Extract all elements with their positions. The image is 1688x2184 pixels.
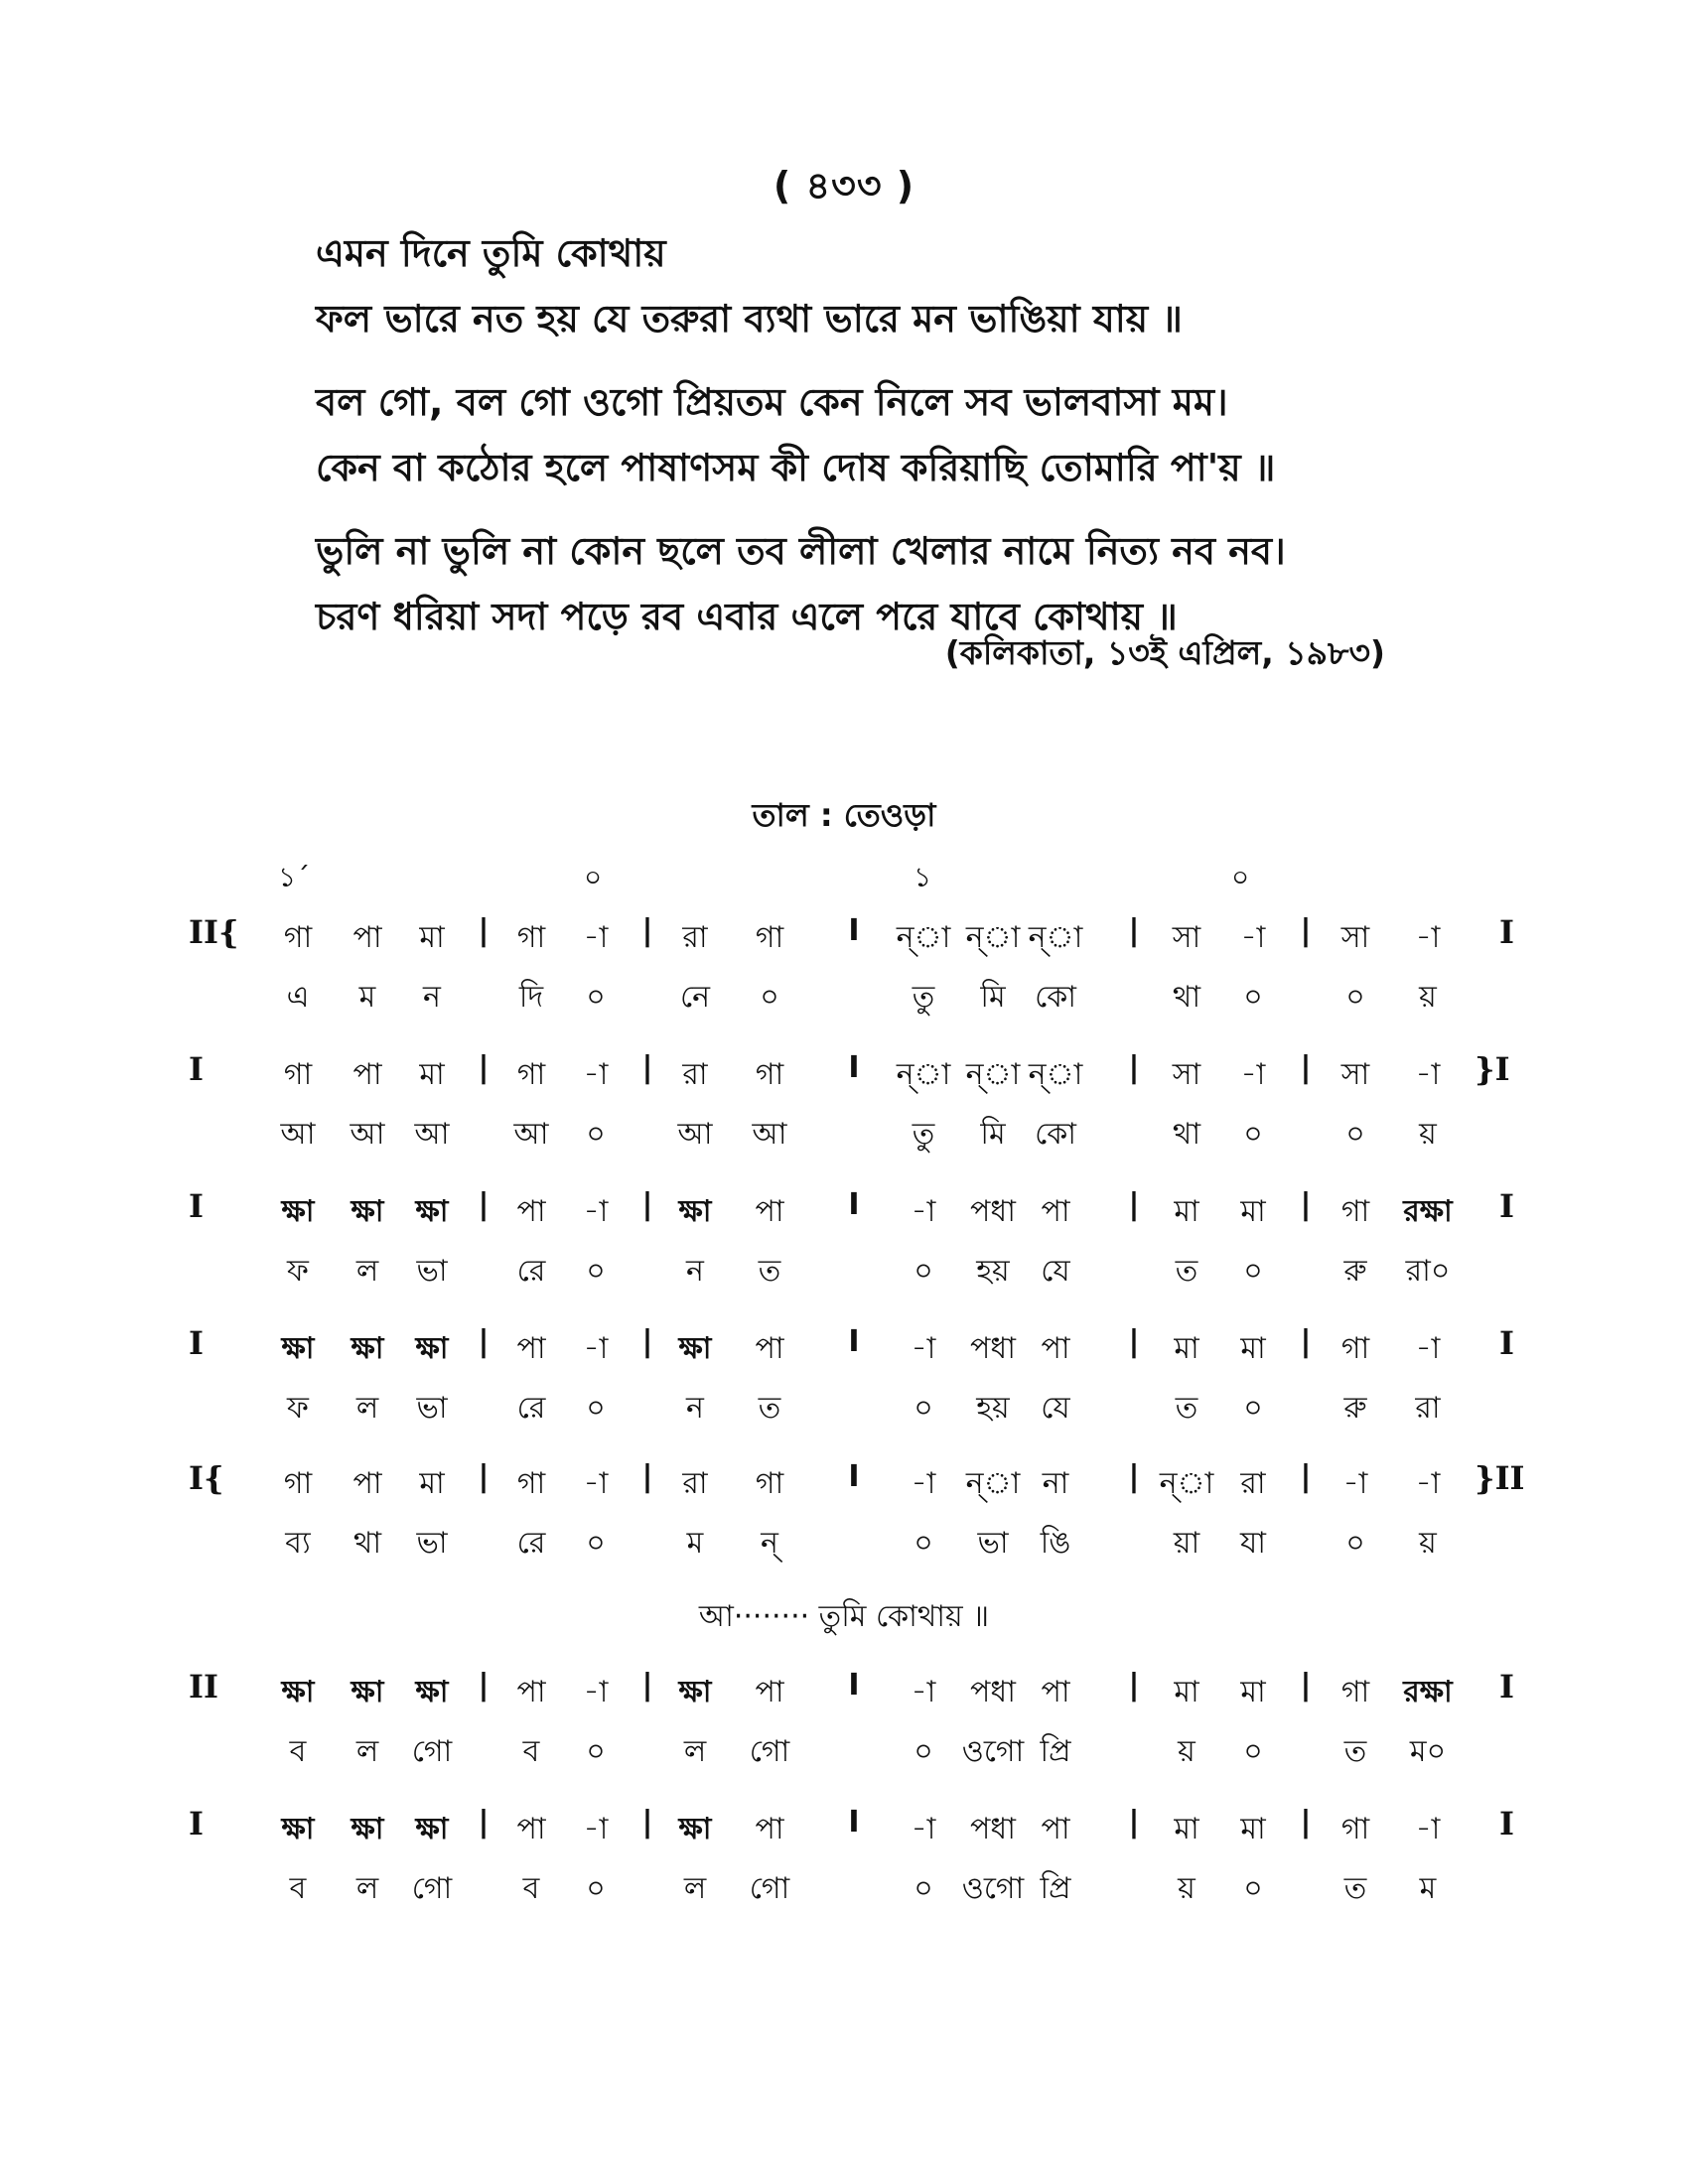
swara-note: ন্া [1028,1057,1083,1092]
lyric-syllable: ০ [586,1526,606,1561]
lyric-syllable: রে [516,1254,546,1289]
bar-line-start: I [189,1805,204,1843]
lyric-syllable: ০ [914,1254,933,1289]
bar-line-end: I [1499,1187,1514,1225]
lyric-syllable: ০ [914,1871,933,1906]
swara-note: গা [1340,1331,1370,1366]
lyric-syllable-row [0,973,1688,1017]
swara-note: -া [1342,1466,1368,1501]
lyric-syllable: ০ [1243,1117,1263,1152]
swara-note: -া [911,1331,936,1366]
swara-note: পা [516,1812,546,1846]
bar-divider: | [1128,1805,1140,1840]
stanza-antara [316,369,1458,500]
swara-note: ক্ষা [678,1675,712,1709]
lyric-syllable: প্রি [1040,1871,1071,1906]
swara-note: পা [755,1194,784,1229]
bar-divider: | [1300,1187,1312,1222]
lyric-syllable: থা [352,1526,382,1561]
lyric-syllable: ব [522,1871,540,1906]
bar-line-end: I [1499,1668,1514,1706]
swara-note: পধা [970,1812,1016,1846]
lyric-syllable: দি [518,980,544,1015]
bar-divider: I [848,1324,860,1359]
lyric-syllable: ত [1175,1254,1198,1289]
lyric-syllable: গো [411,1871,453,1906]
tala-marker-sam: ১´ [278,861,311,893]
swara-note: ক্ষা [678,1194,712,1229]
swara-note: ন্া [1159,1466,1214,1501]
swara-note: ন্া [896,1057,951,1092]
lyric-syllable: ল [355,1254,379,1289]
swara-note: গা [755,1057,784,1092]
swara-note: -া [1415,1466,1441,1501]
lyric-syllable: ০ [1345,980,1365,1015]
stanza-sthayi [316,220,1458,351]
swara-note: রক্ষা [1403,1194,1453,1229]
swara-note: ক্ষা [415,1331,449,1366]
lyric-syllable: রে [516,1391,546,1426]
bar-divider: | [478,913,490,948]
lyric-syllable: ন [423,980,441,1015]
swara-note: গা [516,1057,546,1092]
song-lyrics [316,220,1458,667]
swara-note: মা [419,1466,445,1501]
swara-note: গা [755,920,784,955]
swara-note: পা [516,1331,546,1366]
swara-note: মা [1174,1331,1199,1366]
swara-note: ক্ষা [678,1812,712,1846]
swara-note: -া [911,1812,936,1846]
lyric-syllable: ওগো [961,1734,1025,1769]
swara-note: -া [911,1466,936,1501]
swara-note: মা [1174,1675,1199,1709]
bar-divider: | [1300,1805,1312,1840]
tala-marker-khali: ০ [584,861,603,893]
swara-note: -া [1415,1057,1441,1092]
lyric-syllable: ০ [1243,1391,1263,1426]
lyric-syllable: রু [1343,1254,1367,1289]
lyric-syllable: ল [355,1871,379,1906]
bar-divider: | [1128,1187,1140,1222]
lyric-syllable: আ [414,1117,450,1152]
swara-note: পা [1041,1331,1070,1366]
lyric-syllable: ম [1419,1871,1437,1906]
swara-note: -া [583,1466,609,1501]
swara-note: মা [1240,1194,1266,1229]
lyric-syllable: ত [1343,1734,1367,1769]
lyric-syllable: ওগো [961,1871,1025,1906]
lyric-syllable: ম [686,1526,704,1561]
swara-note: পা [352,1057,382,1092]
lyric-syllable: ম০ [1409,1734,1447,1769]
lyric-syllable: ০ [1345,1526,1365,1561]
lyric-syllable: আ [677,1117,713,1152]
lyric-syllable: গো [749,1871,790,1906]
lyric-syllable: ০ [914,1391,933,1426]
bar-divider: I [848,1805,860,1840]
bar-divider: I [848,1459,860,1494]
lyric-line: ভুলি না ভুলি না কোন ছলে তব লীলা খেলার নামে নিত্য নব নব। [316,529,1286,573]
lyric-syllable: ভা [416,1254,448,1289]
swara-note: পা [755,1812,784,1846]
swara-note: পা [516,1675,546,1709]
swara-note: ক্ষা [281,1194,315,1229]
swara-note: সা [1340,920,1370,955]
lyric-line: কেন বা কঠোর হলে পাষাণসম কী দোষ করিয়াছি তোমারি পা'য় ॥ [316,446,1276,489]
lyric-syllable: য় [1419,1117,1437,1152]
lyric-syllable-row [0,1727,1688,1771]
lyric-syllable: ০ [914,1526,933,1561]
lyric-syllable: ভা [416,1391,448,1426]
bar-divider: | [1300,913,1312,948]
lyric-syllable: ০ [1243,1254,1263,1289]
swara-note: -া [583,1057,609,1092]
lyric-syllable: ০ [1243,980,1263,1015]
bar-divider: | [1128,1050,1140,1085]
bar-line-start: II [189,1668,218,1706]
lyric-line: ফল ভারে নত হয় যে তরুরা ব্যথা ভারে মন ভাঙিয়া যায় ॥ [316,297,1183,341]
swara-note: পা [1041,1675,1070,1709]
swara-note: -া [583,1812,609,1846]
bar-divider: | [1128,1668,1140,1703]
swara-note: ন্া [896,920,951,955]
lyric-syllable: ০ [760,980,779,1015]
swara-note: মা [1174,1812,1199,1846]
lyric-syllable: য়া [1173,1526,1200,1561]
lyric-syllable: কো [1035,1117,1076,1152]
swara-note: গা [1340,1194,1370,1229]
lyric-syllable: গো [749,1734,790,1769]
lyric-syllable: য় [1178,1734,1196,1769]
lyric-syllable: ত [1175,1391,1198,1426]
swara-note: ক্ষা [281,1331,315,1366]
swara-note: গা [283,920,313,955]
lyric-syllable: থা [1172,980,1201,1015]
swara-note: ক্ষা [351,1194,384,1229]
swara-note: ক্ষা [281,1675,315,1709]
notation-row [0,913,1688,957]
bar-line-start: I [189,1324,204,1362]
swara-note: -া [583,1194,609,1229]
lyric-syllable: যা [1240,1526,1266,1561]
swara-note: পা [755,1331,784,1366]
page-number: ( ৪৩৩ ) [773,164,915,207]
lyric-syllable: কো [1035,980,1076,1015]
lyric-syllable: ল [683,1734,707,1769]
swara-note: গা [283,1466,313,1501]
lyric-syllable: রা০ [1405,1254,1451,1289]
swara-note: না [1042,1466,1069,1501]
bar-divider: | [478,1324,490,1359]
bar-divider: I [848,913,860,948]
swara-note: ক্ষা [415,1194,449,1229]
notation-row [0,1187,1688,1231]
lyric-syllable-row [0,1864,1688,1908]
swara-note: ন্া [965,1057,1021,1092]
lyric-syllable: থা [1172,1117,1201,1152]
swara-note: সা [1340,1057,1370,1092]
lyric-syllable: ০ [586,1117,606,1152]
swara-note: -া [583,920,609,955]
lyric-syllable-row [0,1110,1688,1154]
notation-row [0,1805,1688,1848]
swara-note: রা [682,1466,708,1501]
lyric-syllable: রা [1415,1391,1441,1426]
swara-note: ক্ষা [281,1812,315,1846]
swara-note: মা [1174,1194,1199,1229]
lyric-syllable: রে [516,1526,546,1561]
lyric-syllable: য় [1178,1871,1196,1906]
lyric-syllable: ০ [586,1254,606,1289]
swara-note: পধা [970,1331,1016,1366]
swara-note: -া [1415,1812,1441,1846]
tala-marker-tali: ১ [914,861,932,893]
lyric-syllable: ০ [914,1734,933,1769]
swara-note: গা [516,920,546,955]
swara-note: পা [516,1194,546,1229]
bar-line-end: I [1499,1324,1514,1362]
bar-line-start: II{ [189,913,239,951]
swara-note: ক্ষা [351,1812,384,1846]
antara-reference: আ········ তুমি কোথায় ॥ [698,1599,990,1634]
bar-divider: I [848,1050,860,1085]
lyric-syllable: ন্ [761,1526,778,1561]
lyric-syllable: ভা [416,1526,448,1561]
swara-note: ক্ষা [351,1331,384,1366]
bar-divider: | [641,1187,653,1222]
notation-row [0,1459,1688,1503]
lyric-syllable: ঙি [1040,1526,1071,1561]
bar-divider: | [1300,1459,1312,1494]
bar-divider: | [478,1187,490,1222]
bar-line-end: I [1499,1805,1514,1843]
swara-note: গা [283,1057,313,1092]
lyric-syllable: ০ [1243,1734,1263,1769]
lyric-line: বল গো, বল গো ওগো প্রিয়তম কেন নিলে সব ভালবাসা মম। [316,380,1228,424]
lyric-syllable: প্রি [1040,1734,1071,1769]
swara-note: ক্ষা [678,1331,712,1366]
lyric-syllable: আ [752,1117,787,1152]
swara-note: ন্া [965,1466,1021,1501]
bar-divider: | [641,1324,653,1359]
swara-note: -া [911,1194,936,1229]
swara-note: গা [1340,1812,1370,1846]
bar-divider: | [641,1805,653,1840]
lyric-syllable: হয় [976,1254,1010,1289]
bar-divider: I [848,1668,860,1703]
swara-note: পা [755,1675,784,1709]
bar-divider: | [478,1668,490,1703]
lyric-syllable: আ [350,1117,385,1152]
bar-divider: | [1300,1050,1312,1085]
lyric-syllable: ন [686,1254,704,1289]
bar-divider: | [641,1668,653,1703]
bar-divider: | [478,1459,490,1494]
bar-divider: | [1128,913,1140,948]
lyric-syllable: ব্য [285,1526,311,1561]
swara-note: রা [682,920,708,955]
lyric-syllable: হয় [976,1391,1010,1426]
swara-note: ক্ষা [415,1675,449,1709]
swara-note: মা [1240,1331,1266,1366]
lyric-syllable: ফ [287,1254,309,1289]
swara-note: সা [1172,920,1201,955]
lyric-syllable-row [0,1519,1688,1563]
lyric-syllable: যে [1041,1391,1070,1426]
lyric-syllable: ব [289,1734,307,1769]
swara-note: মা [419,920,445,955]
lyric-syllable: ল [683,1871,707,1906]
bar-divider: | [641,1459,653,1494]
lyric-syllable: ০ [1243,1871,1263,1906]
swara-note: রা [682,1057,708,1092]
lyric-syllable: ০ [1345,1117,1365,1152]
lyric-syllable: য় [1419,1526,1437,1561]
dateline: (কলিকাতা, ১৩ই এপ্রিল, ১৯৮৩) [944,633,1385,672]
swara-note: রক্ষা [1403,1675,1453,1709]
lyric-syllable: য় [1419,980,1437,1015]
lyric-syllable: ম [358,980,376,1015]
lyric-syllable: আ [513,1117,549,1152]
swara-note: পা [352,1466,382,1501]
swara-note: -া [583,1675,609,1709]
swara-note: ক্ষা [351,1675,384,1709]
swara-note: -া [1240,920,1266,955]
swara-note: গা [755,1466,784,1501]
lyric-syllable: ব [522,1734,540,1769]
bar-divider: | [1128,1459,1140,1494]
lyric-syllable: গো [411,1734,453,1769]
swara-note: ক্ষা [415,1812,449,1846]
swara-note: -া [1415,920,1441,955]
lyric-line: এমন দিনে তুমি কোথায় [316,231,666,275]
lyric-syllable: নে [679,980,711,1015]
bar-line-end: I [1499,913,1514,951]
lyric-syllable: ভা [977,1526,1009,1561]
lyric-syllable: ফ [287,1391,309,1426]
swara-note: পা [1041,1812,1070,1846]
lyric-syllable: মি [980,980,1006,1015]
tala-marker-khali: ০ [1231,861,1250,893]
swara-note: -া [583,1331,609,1366]
lyric-syllable: ন [686,1391,704,1426]
bar-divider: I [848,1187,860,1222]
swara-note: সা [1172,1057,1201,1092]
bar-line-start: I [189,1050,204,1088]
tala-heading: তাল : তেওড়া [752,796,936,834]
swara-note: -া [1415,1331,1441,1366]
swara-note: গা [516,1466,546,1501]
lyric-syllable: এ [286,980,310,1015]
bar-divider: | [1300,1668,1312,1703]
swara-note: গা [1340,1675,1370,1709]
lyric-syllable: ত [758,1254,781,1289]
bar-line-start: I{ [189,1459,224,1497]
swara-note: -া [1240,1057,1266,1092]
lyric-syllable: ল [355,1391,379,1426]
bar-divider: | [478,1050,490,1085]
lyric-syllable: ০ [586,1391,606,1426]
lyric-line: চরণ ধরিয়া সদা পড়ে রব এবার এলে পরে যাবে কোথায় ॥ [316,595,1178,638]
bar-line-end: }II [1475,1459,1525,1497]
lyric-syllable: ০ [586,1734,606,1769]
notation-row [0,1050,1688,1094]
lyric-syllable: মি [980,1117,1006,1152]
bar-divider: | [1128,1324,1140,1359]
swara-note: মা [419,1057,445,1092]
lyric-syllable: ০ [586,1871,606,1906]
swara-note: পধা [970,1194,1016,1229]
swara-note: পা [352,920,382,955]
lyric-syllable: ত [1343,1871,1367,1906]
lyric-syllable: তু [912,980,935,1015]
lyric-syllable: ল [355,1734,379,1769]
lyric-syllable: রু [1343,1391,1367,1426]
bar-divider: | [641,1050,653,1085]
bar-divider: | [1300,1324,1312,1359]
lyric-syllable: ০ [586,980,606,1015]
lyric-syllable: তু [912,1117,935,1152]
swara-note: রা [1240,1466,1266,1501]
lyric-syllable: যে [1041,1254,1070,1289]
swara-note: ন্া [1028,920,1083,955]
bar-line-end: }I [1475,1050,1510,1088]
notation-row [0,1324,1688,1368]
lyric-syllable: ব [289,1871,307,1906]
bar-divider: | [478,1805,490,1840]
notation-row [0,1668,1688,1711]
lyric-syllable-row [0,1384,1688,1428]
bar-divider: | [641,913,653,948]
lyric-syllable: আ [280,1117,316,1152]
swara-note: পা [1041,1194,1070,1229]
swara-note: ন্া [965,920,1021,955]
bar-line-start: I [189,1187,204,1225]
lyric-syllable-row [0,1247,1688,1291]
swara-note: মা [1240,1812,1266,1846]
swara-note: -া [911,1675,936,1709]
swara-note: পধা [970,1675,1016,1709]
swara-note: মা [1240,1675,1266,1709]
lyric-syllable: ত [758,1391,781,1426]
